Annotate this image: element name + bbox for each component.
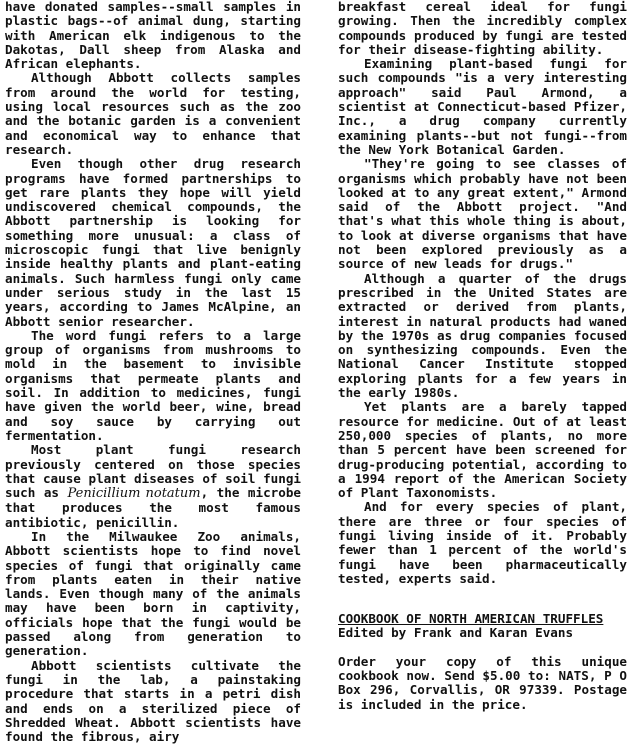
article-paragraph: have donated samples--small samples in plastic bags--of animal dung, starting with American elk indigenous to the Dakotas, Dall sheep from Alaska and African elephants. — [5, 0, 301, 72]
left-column — [5, 0, 301, 744]
article-paragraph: "They're going to see classes of organisms which probably have not been looked at to any great extent," Armond said of the Abbott project. "And that's what this whole thing is about, to look at diverse organisms that have not been explored previously as a source of new leads for drugs." — [338, 156, 627, 272]
text-segment: , the microbe that produces the most famous antibiotic, penicillin. — [5, 485, 301, 530]
article-paragraph: Examining plant-based fungi for such compounds "is a very interesting approach" said Paul Armond, a scientist at Connecticut-based Pfizer, Inc., a drug company currently examining plants--but not fungi--from the New York Botanical Garden. — [338, 56, 627, 157]
article-paragraph: The word fungi refers to a large group of organisms from mushrooms to mold in the basement to invisible organisms that permeate plants and soil. In addition to medicines, fungi have given the world beer, wine, bread and soy sauce by carrying out fermentation. — [5, 327, 301, 443]
ad-body: Order your copy of this unique cookbook now. Send $5.00 to: NATS, P O Box 296, Corvallis, OR 97339. Postage is included in the price. — [338, 653, 627, 712]
species-name: Penicillium notatum — [67, 486, 201, 502]
article-paragraph: And for every species of plant, there are three or four species of fungi living inside of it. Probably fewer than 1 percent of the world's fungi have been pharmaceutically tested, experts said. — [338, 499, 627, 586]
right-column — [338, 0, 627, 712]
article-paragraph — [5, 443, 301, 530]
article-paragraph: Even though other drug research programs have formed partnerships to get rare plants they hope will yield undiscovered chemical compounds, the Abbott partnership is looking for something more unusual: a class of microscopic fungi that live benignly inside healthy plants and plant-eating animals. Such harmless fungi only came under serious study in the last 15 years, according to James McAlpine, an Abbott senior researcher. — [5, 156, 301, 329]
ad-title: COOKBOOK OF NORTH AMERICAN TRUFFLES — [338, 611, 604, 627]
article-paragraph: Abbott scientists cultivate the fungi in the lab, a painstaking procedure that starts in a petri dish and ends on a sterilized piece of Shredded Wheat. Abbott scientists have found the fibrous, airy — [5, 657, 301, 745]
article-paragraph: In the Milwaukee Zoo animals, Abbott scientists hope to find novel species of fungi that originally came from plants eaten in their native lands. Even though many of the animals may have been born in captivity, officials hope that the fungi would be passed along from generation to generation. — [5, 528, 301, 659]
text-segment: Most plant fungi research previously centered on those species that cause plant diseases of soil fungi such as — [5, 442, 301, 501]
ad-subtitle: Edited by Frank and Karan Evans — [338, 625, 574, 641]
article-paragraph: Although Abbott collects samples from around the world for testing, using local resources such as the zoo and the botanic garden is a convenient and economical way to enhance that research. — [5, 70, 301, 157]
article-paragraph: breakfast cereal ideal for fungi growing. Then the incredibly complex compounds produced by fungi are tested for their disease-fighting ability. — [338, 0, 627, 57]
article-paragraph: Although a quarter of the drugs prescribed in the United States are extracted or derived from plants, interest in natural products had waned by the 1970s as drug companies focused on synthesizing compounds. Even the National Cancer Institute stopped exploring plants for a few years in the early 1980s. — [338, 270, 627, 401]
article-paragraph: Yet plants are a barely tapped resource for medicine. Out of at least 250,000 species of plants, no more than 5 percent have been screened for drug-producing potential, according to a 1994 report of the American Society of Plant Taxonomists. — [338, 399, 627, 501]
